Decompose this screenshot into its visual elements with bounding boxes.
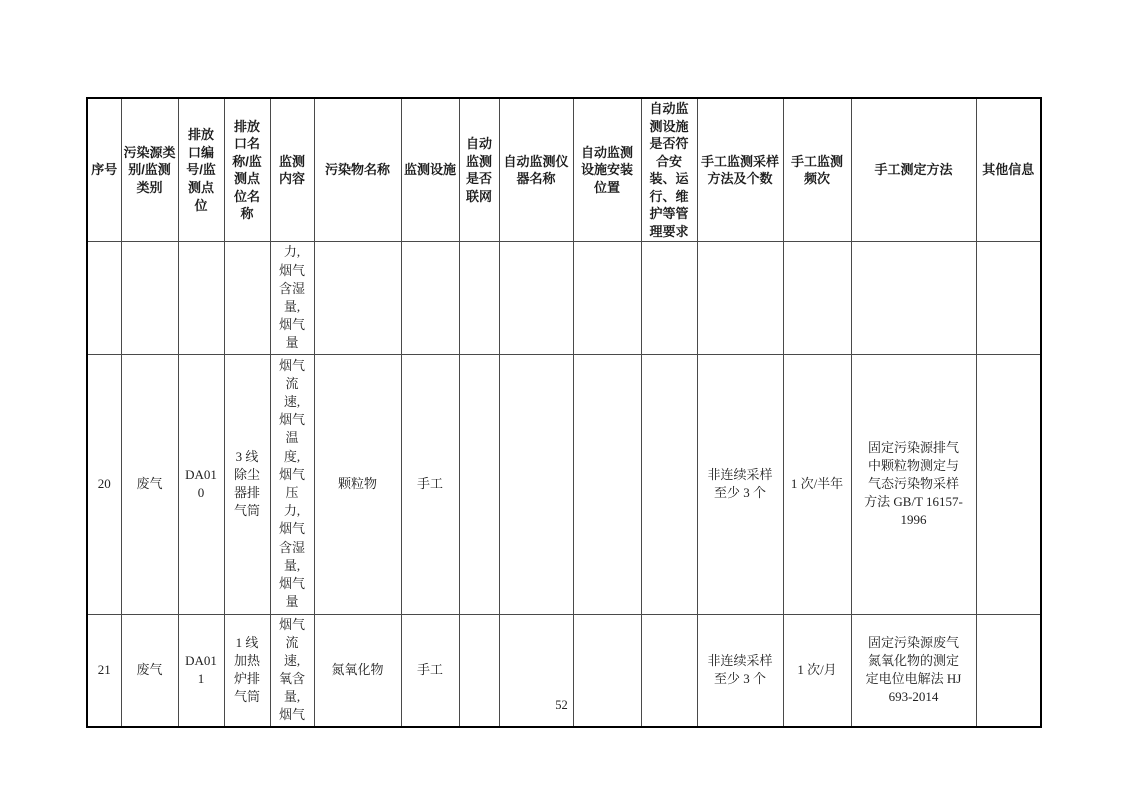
col-header-outlet-name: 排放口名称/监测点位名称 [224, 98, 270, 242]
col-header-auto-compliance: 自动监测设施是否符合安装、运行、维护等管理要求 [641, 98, 697, 242]
col-header-other-info: 其他信息 [976, 98, 1041, 242]
table-cell: 氮氧化物 [314, 614, 401, 727]
table-cell: 烟气流速,氧含量,烟气 [270, 614, 314, 727]
table-cell: 颗粒物 [314, 354, 401, 614]
col-header-manual-method: 手工测定方法 [851, 98, 976, 242]
table-cell: 3 线除尘器排气筒 [224, 354, 270, 614]
table-cell: 固定污染源废气氮氧化物的测定定电位电解法 HJ 693-2014 [851, 614, 976, 727]
col-header-auto-networked: 自动监测是否联网 [459, 98, 499, 242]
col-header-facility: 监测设施 [401, 98, 459, 242]
col-header-auto-location: 自动监测设施安装位置 [573, 98, 641, 242]
col-header-monitor-content: 监测内容 [270, 98, 314, 242]
table-cell [314, 242, 401, 354]
table-cell [459, 242, 499, 354]
table-cell: 1 次/半年 [783, 354, 851, 614]
table-cell: 烟气流速,烟气温度,烟气压力,烟气含湿量,烟气量 [270, 354, 314, 614]
table-cell: 固定污染源排气中颗粒物测定与气态污染物采样方法 GB/T 16157-1996 [851, 354, 976, 614]
col-header-auto-instrument: 自动监测仪器名称 [499, 98, 573, 242]
col-header-seq: 序号 [87, 98, 121, 242]
table-row [87, 354, 1041, 614]
table-cell [641, 242, 697, 354]
self-monitoring-table [86, 97, 1042, 728]
table-cell [976, 354, 1041, 614]
table-cell: 废气 [121, 354, 178, 614]
col-header-source-type: 污染源类别/监测类别 [121, 98, 178, 242]
table-cell [459, 354, 499, 614]
table-cell [976, 242, 1041, 354]
col-header-manual-sampling: 手工监测采样方法及个数 [697, 98, 783, 242]
table-cell [573, 354, 641, 614]
table-cell [499, 242, 573, 354]
table-cell: 废气 [121, 614, 178, 727]
table-cell [87, 242, 121, 354]
col-header-pollutant: 污染物名称 [314, 98, 401, 242]
table-cell: 1 次/月 [783, 614, 851, 727]
table-cell [224, 242, 270, 354]
page-number: 52 [555, 698, 568, 712]
table-cell [697, 242, 783, 354]
table-cell: 20 [87, 354, 121, 614]
table-header-row [87, 98, 1041, 242]
table-cell [499, 354, 573, 614]
table-cell [178, 242, 224, 354]
table-cell: DA011 [178, 614, 224, 727]
table-cell: 力,烟气含湿量,烟气量 [270, 242, 314, 354]
table-cell: 21 [87, 614, 121, 727]
table-cell [851, 242, 976, 354]
table-cell: 1 线加热炉排气筒 [224, 614, 270, 727]
table-cell [573, 242, 641, 354]
table-cell [783, 242, 851, 354]
table-cell: 手工 [401, 614, 459, 727]
table-cell [641, 354, 697, 614]
col-header-manual-frequency: 手工监测频次 [783, 98, 851, 242]
table-cell: 非连续采样至少 3 个 [697, 614, 783, 727]
table-cell [401, 242, 459, 354]
table-cell: DA010 [178, 354, 224, 614]
table-cell: 手工 [401, 354, 459, 614]
table-row [87, 242, 1041, 354]
table-cell: 非连续采样至少 3 个 [697, 354, 783, 614]
col-header-outlet-id: 排放口编号/监测点位 [178, 98, 224, 242]
table-cell [121, 242, 178, 354]
